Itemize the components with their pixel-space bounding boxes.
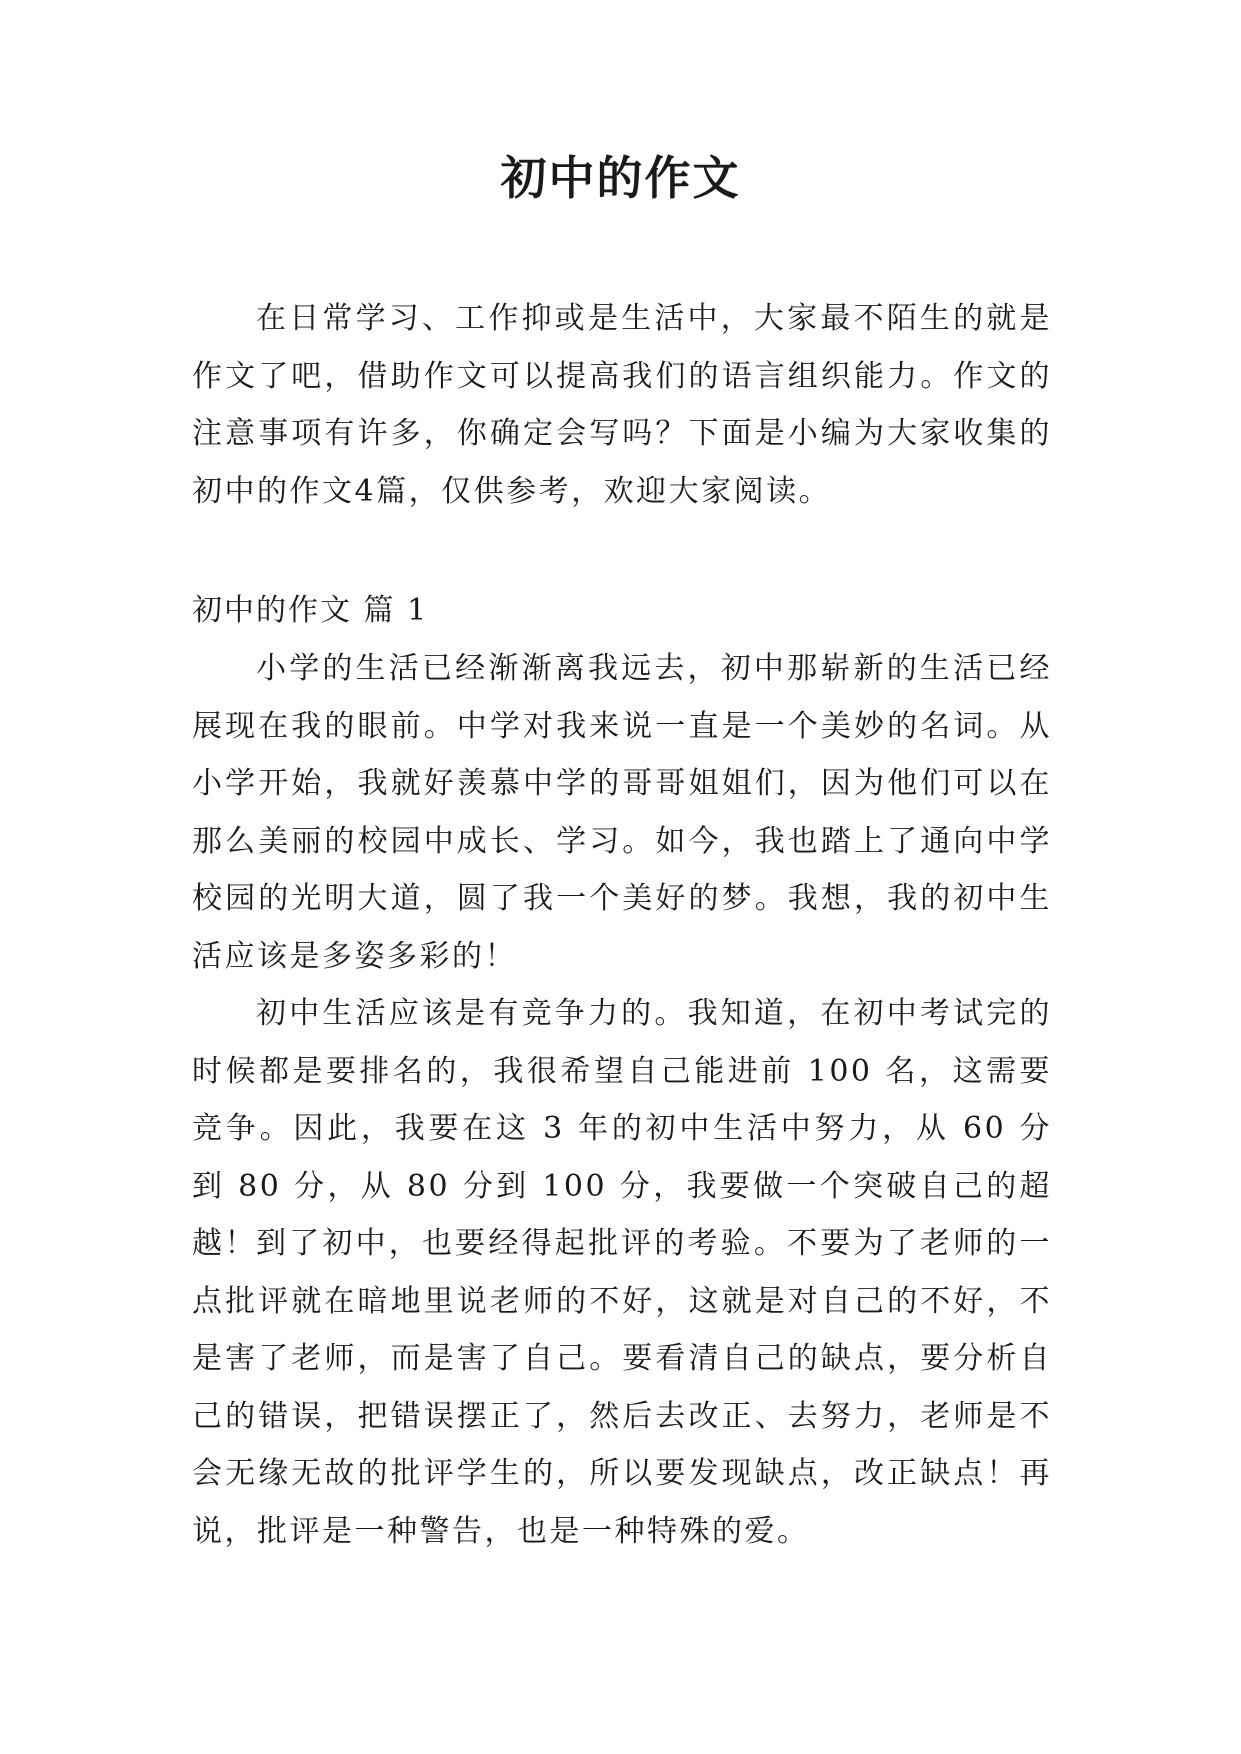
section-heading: 初中的作文 篇 1 (192, 593, 429, 628)
body-paragraph-2: 初中生活应该是有竞争力的。我知道，在初中考试完的时候都是要排名的，我很希望自己能进前 100 名，这需要竞争。因此，我要在这 3 年的初中生活中努力，从 60 分到 80 分，从 80 分到 100 分，我要做一个突破自己的超越！ (192, 996, 1052, 1261)
body-paragraph-3: 到了初中，也要经得起批评的考验。不要为了老师的一点批评就在暗地里说老师的不好，这就是对自己的不好，不是害了老师，而是害了自己。要看清自己的缺点，要分析自己的错误，把错误摆正了，然后去改正、去努力，老师是不会无缘无故的批评学生的，所以要发现缺点，改正缺点！再说，批评是一种警告，也是一种特殊的爱。 (192, 1226, 1052, 1549)
body-paragraph-1: 小学的生活已经渐渐离我远去，初中那崭新的生活已经展现在我的眼前。中学对我来说一直是一个美妙的名词。从小学开始，我就好羡慕中学的哥哥姐姐们，因为他们可以在那么美丽的校园中成长、学习。如今，我也踏上了通向中学校园的光明大道，圆了我一个美好的梦。我想，我的初中生活应该是多姿多彩的！ (192, 651, 1052, 974)
intro-paragraph: 在日常学习、工作抑或是生活中，大家最不陌生的就是作文了吧，借助作文可以提高我们的语言组织能力。作文的注意事项有许多，你确定会写吗？下面是小编为大家收集的初中的作文4篇，仅供参考，欢迎大家阅读。 (192, 301, 1052, 509)
document-title: 初中的作文 (500, 151, 741, 205)
